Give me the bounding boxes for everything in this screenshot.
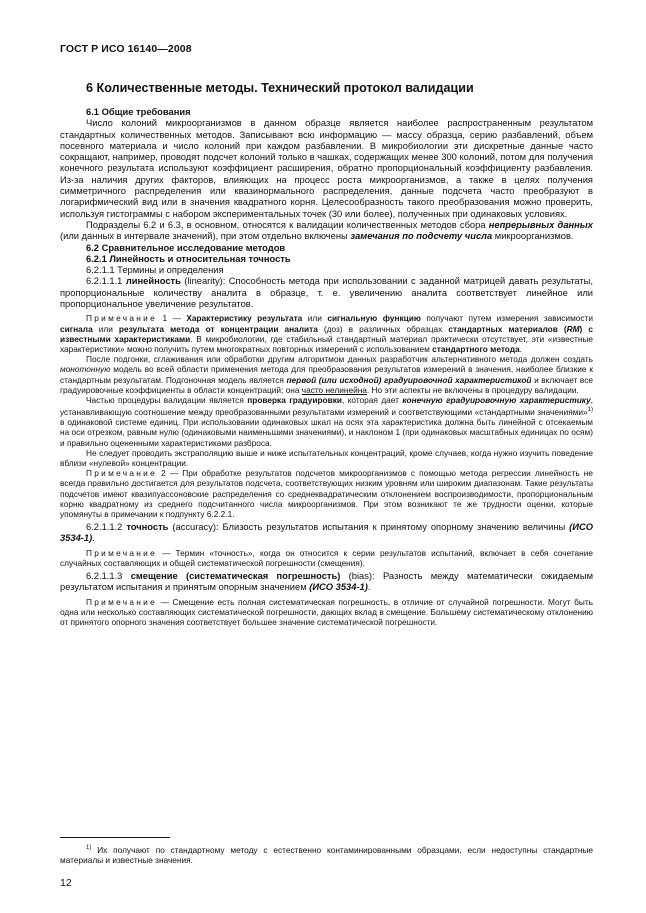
note-label: Примечание	[86, 313, 158, 324]
emphasis: Характеристику результата	[186, 313, 303, 324]
definition	[60, 276, 593, 310]
definition-number: 6.2.1.1.2	[86, 522, 127, 533]
definition: 6.2.1.1.2 точность (accuracy): Близость результатов испытания к принятому опорному значению величины (ИСО 3534-1).	[60, 522, 593, 544]
note	[60, 468, 593, 519]
text-run: , устанавливающую соотношение между преобразованными результатами измерений и соответствующими «стандартными значениями»	[60, 394, 593, 417]
text-run: .	[519, 343, 522, 354]
text-run: После подгонки, сглаживания или обработки другим алгоритмом данных разработчик альтернативного метода должен создать	[86, 354, 593, 365]
emphasis: монотонную	[60, 364, 111, 375]
term: смещение (систематическая погрешность)	[130, 571, 341, 582]
emphasis: RM	[566, 323, 580, 334]
note-label: Примечание	[86, 596, 158, 607]
text-run: (доз) в различных образцах	[317, 323, 449, 334]
definition-text: (linearity): Способность метода при использовании с заданной матрицей давать результаты, пропорциональные количеству аналита в образце, т. е. увеличению аналита соответствует линейное или пропорциональное увеличение результатов.	[60, 276, 593, 310]
definition-number: 6.2.1.1.3	[86, 571, 131, 582]
text-run: модель во всей области применения метода для преобразования результатов измерений в значения, наиболее близкие к стандартным результатам. Подгоночная модель является	[60, 364, 593, 385]
note-label: Примечание	[86, 468, 158, 479]
definition-text: (bias): Разность между математически ожидаемым результатом испытания и принятым опорным значением	[60, 571, 593, 593]
subsection-heading: 6.1 Общие требования	[86, 107, 191, 117]
term: линейность	[125, 276, 181, 287]
paragraph: Число колоний микроорганизмов в данном образце является наиболее распространенным результатом стандартных количественных методов. Записывают всю информацию — массу образца, серию разбавлений, объем посевного материала и число колоний при каждом разбавлении. В микробиологии эти дискретные данные часто сокращают, например, проводят подсчет колоний только в чашках, содержащих менее 300 колоний, потом для получения конечного результата используют коэффициент расширения, обратно пропорциональный коэффициенту разбавления. Из-за наличия других факторов, влияющих на процесс роста микроорганизмов, а также в целях получения симметричного распределения или квазинормального распределения, данные подсчета часто преобразуют в логарифмический вид или в значения квадратного корня. Целесообразность такого преобразования можно проверить, используя гистограммы с набором экспериментальных точек (30 или более), полученных при одинаковых условиях.	[60, 118, 593, 219]
document-body	[60, 107, 593, 627]
text-run: , которая дает	[341, 394, 403, 405]
emphasis: стандартных материалов (	[448, 323, 567, 334]
emphasis: результата метода от концентрации аналита	[118, 323, 318, 334]
reference: (ИСО 3534-1)	[60, 522, 593, 544]
note-text: — Термин «точность», когда он относится к серии результатов испытаний, включает в себя сочетание случайных составляющих и общей систематической погрешности (смещения).	[60, 547, 593, 568]
footnote-ref[interactable]: 1)	[587, 407, 593, 414]
emphasis: сигнала	[60, 323, 93, 334]
emphasis: сигнальную функцию	[327, 313, 421, 324]
footnote-mark: 1)	[86, 845, 92, 851]
emphasis: непрерывных данных	[488, 219, 593, 230]
text-run: микроорганизмов.	[492, 231, 574, 242]
emphasis: первой (или исходной) градуировочной характеристикой	[286, 374, 532, 385]
text-run: или	[92, 323, 119, 334]
term: точность	[126, 522, 169, 533]
footnote	[60, 843, 593, 866]
text-run: в одинаковой системе единиц. При использовании одинаковых шкал на осях эта характеристика должна быть линейной с отсекаемым на оси отрезком, равным нулю (одинаковыми наименьшими значениями), и наклоном 1 (при одинаковых масштабных единицах по осям) и правильно оцененными характеристиками разброса.	[60, 417, 593, 448]
note-text: 2 — При обработке результатов подсчетов микроорганизмов с помощью метода регрессии линейность не всегда правильно достигается для результатов подсчета, соответствующих низким уровням или широким диапазонам. Такие результаты подсчетов имеют квазипуассоновские распределения со среднеквадратическим отклонением воспроизводимости, пропорциональным корню квадратному из среднего подсчитанного числа микроорганизмов. При этом возникают те же трудности оценки, которые упомянуты в примечании к подпункту 6.2.2.1.	[60, 468, 593, 519]
text-run: Частью процедуры валидации является	[86, 394, 248, 405]
note	[60, 548, 593, 568]
footnote-text: Их получают по стандартному методу с естественно контаминированными образцами, если недоступны стандартные материалы и известные значения.	[60, 844, 593, 866]
definition-text: (accuracy): Близость результатов испытания к принятому опорному значению величины	[168, 522, 570, 533]
emphasis: стандартного метода	[432, 343, 520, 354]
note-paragraph: Не следует проводить экстраполяцию выше и ниже испытательных концентраций, кроме случаев, когда нужно изучить поведение вблизи «нулевой» концентрации.	[60, 447, 593, 468]
note-label: Примечание	[86, 547, 158, 558]
footnote-separator	[60, 837, 170, 838]
section-title: 6 Количественные методы. Технический протокол валидации	[86, 81, 474, 95]
definition: 6.2.1.1.3 смещение (систематическая погрешность) (bias): Разность между математически ожидаемым результатом испытания и принятым опорным значением (ИСО 3534-1).	[60, 571, 593, 593]
paragraph	[60, 220, 593, 243]
note-number: 1 —	[157, 313, 187, 324]
emphasis: конечную градуировочную характеристику	[402, 394, 591, 405]
clause-heading: 6.2.1.1 Термины и определения	[86, 265, 224, 276]
emphasis: замечания по подсчету числа	[350, 231, 493, 242]
note	[60, 597, 593, 628]
emphasis: проверка градуировки	[247, 394, 342, 405]
note-paragraph	[60, 354, 593, 395]
underlined-text: часто нелинейна	[301, 384, 367, 395]
page-number: 12	[60, 877, 72, 889]
document-code: ГОСТ Р ИСО 16140—2008	[60, 43, 192, 55]
clause-heading: 6.2.1 Линейность и относительная точность	[86, 253, 291, 264]
text-run: . Но эти аспекты не включены в процедуру валидации.	[366, 384, 579, 395]
text-run: и включает все градуировочные коэффициенты в области концентраций; она	[60, 374, 593, 395]
reference: (ИСО 3534-1)	[309, 582, 368, 593]
text-run: получают путем измерения зависимости	[420, 313, 593, 324]
text-run: или	[302, 313, 328, 324]
emphasis: ) с известными характеристиками	[60, 323, 593, 344]
note-text: — Смещение есть полная систематическая погрешность, в отличие от случайной погрешности. Могут быть одна или несколько составляющих систематической погрешности, дающих вклад в смещение. Большему систематическому отклонению от принятого опорного значения соответствует большее значение систематической погрешности.	[60, 596, 593, 628]
note-paragraph	[60, 395, 593, 448]
text-run: . В микробиологии, где стабильный стандартный материал практически отсутствует, эти «известные характеристики» можно получить путем многократных повторных измерений с использованием	[60, 333, 593, 354]
text-run: (или данных в интервале значений), при этом отдельно включены	[60, 231, 351, 242]
definition-number: 6.2.1.1.1	[86, 276, 126, 287]
text-run: Подразделы 6.2 и 6.3, в основном, относятся к валидации количественных методов сбора	[86, 219, 489, 230]
subsection-heading: 6.2 Сравнительное исследование методов	[86, 242, 286, 253]
note	[60, 313, 593, 354]
